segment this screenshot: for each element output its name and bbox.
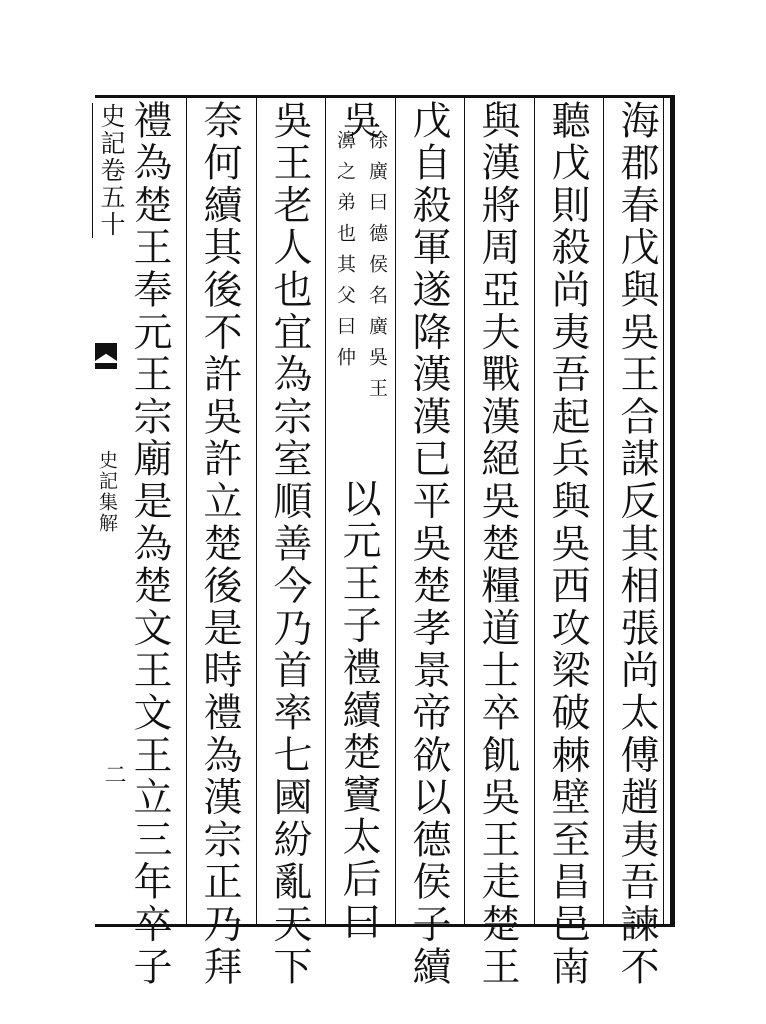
column-rule xyxy=(256,98,257,924)
text-column-4: 戊自殺軍遂降漢漢已平吳楚孝景帝欲以德侯子續 xyxy=(406,100,451,989)
column-rule xyxy=(186,98,187,924)
annotation-line-2: 濞之弟也其父曰仲 xyxy=(334,130,356,378)
column-rule xyxy=(395,98,396,924)
page-number: 二 xyxy=(101,763,126,785)
margin-subtitle: 史記集解 xyxy=(96,450,118,534)
text-column-7: 奈何續其後不許吳許立楚後是時禮為漢宗正乃拜 xyxy=(197,100,242,989)
text-column-3: 與漢將周亞夫戰漢絕吳楚糧道士卒飢吳王走楚王 xyxy=(475,100,520,989)
text-column-8: 禮為楚王奉元王宗廟是為楚文王文王立三年卒子 xyxy=(127,100,172,989)
column-rule xyxy=(325,98,326,924)
annotation-block xyxy=(332,130,390,409)
column-rule xyxy=(603,98,604,924)
fishtail-mark-icon xyxy=(95,343,117,361)
annotation-line-1: 徐廣曰德侯名廣吳王 xyxy=(366,130,388,409)
text-column-5-head: 吳 xyxy=(336,100,381,143)
column-rule xyxy=(464,98,465,924)
text-column-5-continuation: 以元王子禮續楚竇太后曰 xyxy=(336,478,381,944)
fishtail-bar-icon xyxy=(95,363,117,369)
margin-title: 史記卷五十 xyxy=(92,103,129,238)
text-column-2: 聽戊則殺尚夷吾起兵與吳西攻梁破棘壁至昌邑南 xyxy=(545,100,590,989)
text-column-1: 海郡春戊與吳王合謀反其相張尚太傅趙夷吾諫不 xyxy=(614,100,659,989)
column-rule xyxy=(534,98,535,924)
text-column-6: 吳王老人也宜為宗室順善今乃首率七國紛亂天下 xyxy=(267,100,312,989)
